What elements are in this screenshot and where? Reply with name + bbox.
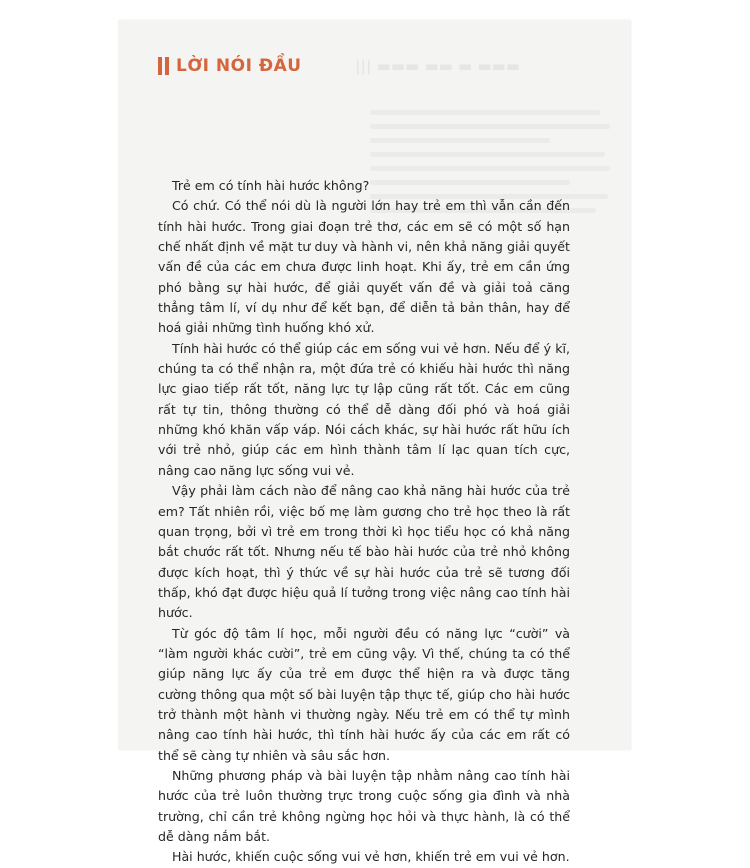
paragraph: Vậy phải làm cách nào để nâng cao khả năng hài hước của trẻ em? Tất nhiên rồi, việc bố mẹ làm gương cho trẻ học theo là rất quan trọng, bởi vì trẻ em trong thời kì học tiểu học có khả năng bắt chước rất tốt. Nhưng nếu tế bào hài hước của trẻ nhỏ không được kích hoạt, thì ý thức về sự hài hước của trẻ sẽ tương đối thấp, khó đạt được hiệu quả lí tưởng trong việc nâng cao tính hài hước. [158, 483, 570, 621]
page-heading [158, 56, 302, 76]
paragraph: Từ góc độ tâm lí học, mỗi người đều có năng lực “cười” và “làm người khác cười”, trẻ em cũng vậy. Vì thế, chúng ta có thể giúp năng lực ấy của trẻ em được thể hiện ra và được tăng cường thông qua một số bài luyện tập thực tế, giúp cho hài hước trở thành một hành vi thường ngày. Nếu trẻ em có thể tự mình nâng cao tính hài hước, thì tính hài hước ấy của các em rất có thể sẽ càng tự nhiên và sâu sắc hơn. [158, 625, 570, 763]
paragraph: Những phương pháp và bài luyện tập nhằm nâng cao tính hài hước của trẻ luôn thường trực trong cuộc sống gia đình và nhà trường, chỉ cần trẻ không ngừng học hỏi và thực hành, là có thể dễ dàng nắm bắt. [158, 767, 570, 844]
paragraph: Trẻ em có tính hài hước không? [172, 178, 370, 193]
paragraph: Hài hước, khiến cuộc sống vui vẻ hơn, khiến trẻ em vui vẻ hơn. [172, 849, 570, 865]
preface-body [158, 176, 570, 868]
bleed-through-heading: ||| ▬▬▬ ▬▬ ▬ ▬▬▬ [355, 57, 520, 75]
page-title: LỜI NÓI ĐẦU [176, 56, 302, 76]
heading-bars-icon [158, 57, 169, 75]
paragraph: Có chứ. Có thể nói dù là người lớn hay trẻ em thì vẫn cần đến tính hài hước. Trong giai đoạn trẻ thơ, các em sẽ có một số hạn chế nhất định về mặt tư duy và hành vi, nên khả năng giải quyết vấn đề của các em chưa được linh hoạt. Khi ấy, trẻ em cần ứng phó bằng sự hài hước, để giải quyết vấn đề và giải toả căng thẳng tâm lí, ví dụ như để kết bạn, để diễn tả bản thân, hay để hoá giải những tình huống khó xử. [158, 198, 570, 336]
paragraph: Tính hài hước có thể giúp các em sống vui vẻ hơn. Nếu để ý kĩ, chúng ta có thể nhận ra, một đứa trẻ có khiếu hài hước thì năng lực giao tiếp rất tốt, năng lực tự lập cũng rất tốt. Các em cũng rất tự tin, thông thường có thể dễ dàng đối phó và hoá giải những khó khăn vấp váp. Nói cách khác, sự hài hước rất hữu ích với trẻ nhỏ, giúp các em hình thành tâm lí lạc quan tích cực, nâng cao năng lực sống vui vẻ. [158, 340, 570, 478]
